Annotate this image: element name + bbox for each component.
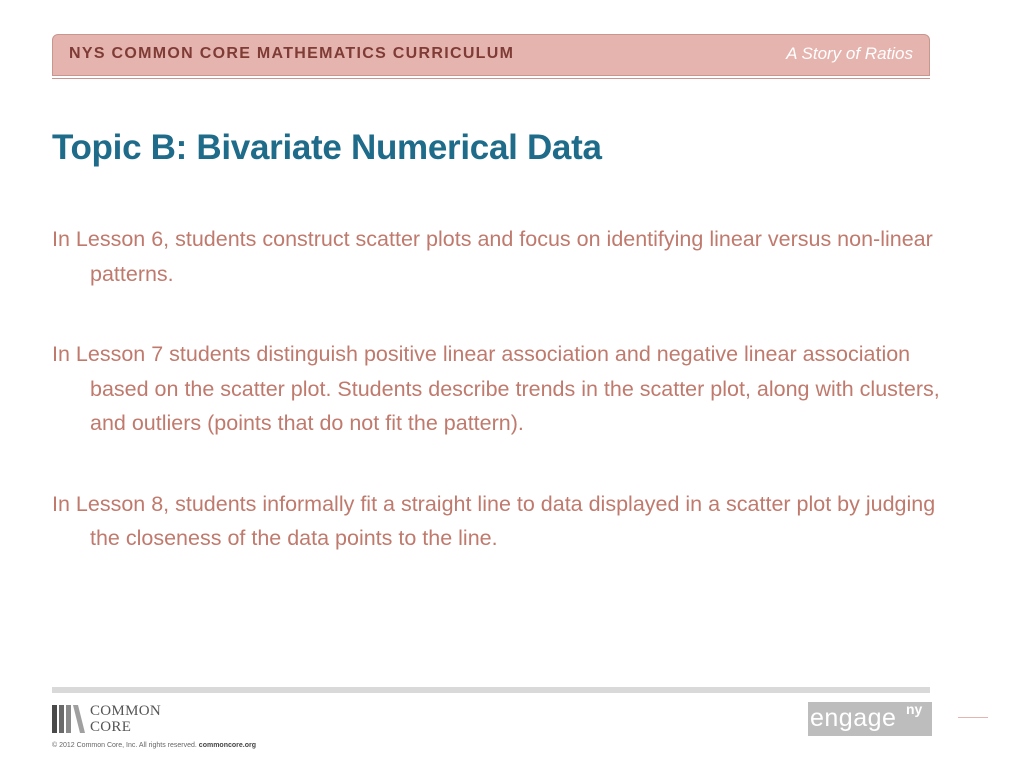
engage-ny-superscript: ny [906, 701, 923, 717]
engage-ny-logo [808, 702, 932, 736]
story-label: A Story of Ratios [786, 44, 913, 63]
paragraph-lesson-8: In Lesson 8, students informally fit a straight line to data displayed in a scatter plot by judging the closeness of the data points to the line. [52, 491, 936, 550]
common-core-logo [52, 703, 192, 739]
site-link: commoncore.org [198, 742, 256, 749]
logo-line-1: COMMON [90, 703, 161, 719]
common-core-logo-icon [52, 705, 86, 733]
common-core-wordmark [90, 703, 161, 735]
logo-line-2: CORE [90, 719, 132, 735]
header-bar [52, 34, 930, 76]
copyright-text: © 2012 Common Core, Inc. All rights reserved. [52, 742, 197, 749]
paragraph-lesson-7: In Lesson 7 students distinguish positive linear association and negative linear association based on the scatter plot. Students describe trends in the scatter plot, along with clusters, and outliers (points that do not fit the pattern). [52, 342, 940, 435]
paragraph-lesson-6: In Lesson 6, students construct scatter plots and focus on identifying linear versus non-linear patterns. [52, 227, 933, 286]
page-title: Topic B: Bivariate Numerical Data [52, 128, 602, 167]
header-divider [52, 78, 930, 79]
decorative-dash [958, 717, 988, 718]
body-text [52, 222, 952, 602]
footer-divider [52, 687, 930, 693]
copyright-notice [52, 742, 256, 749]
engage-wordmark: engage [810, 704, 897, 732]
curriculum-label: NYS COMMON CORE MATHEMATICS CURRICULUM [69, 45, 515, 62]
